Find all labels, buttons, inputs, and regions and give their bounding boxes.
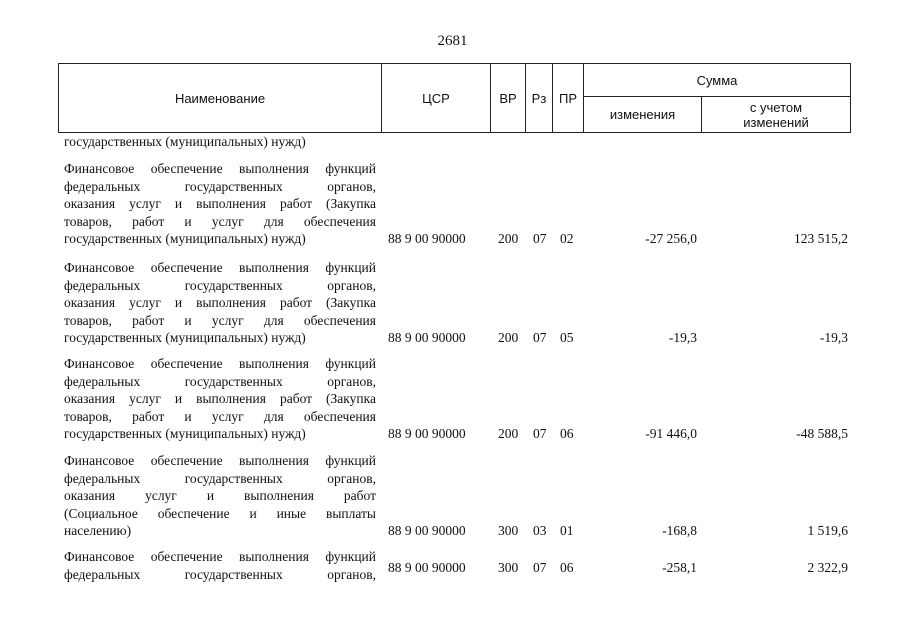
cell-vr: 300: [498, 523, 519, 538]
name-line: Финансовое обеспечение выполнения функций: [64, 453, 376, 468]
name-line: (Социальное обеспечение и иные выплаты: [64, 505, 376, 521]
cell-change: -168,8: [662, 523, 697, 538]
header-csr: ЦСР: [381, 63, 491, 133]
header-with-change-line-2: изменений: [743, 114, 809, 130]
name-line: товаров, работ и услуг для обеспечения: [64, 312, 376, 328]
cell-change: -19,3: [668, 330, 697, 345]
header-name: Наименование: [58, 63, 382, 133]
cell-total: -19,3: [819, 330, 848, 345]
cell-vr: 200: [498, 231, 519, 246]
name-line: оказания услуг и выполнения работ (Закупка: [64, 295, 376, 310]
cell-change: -27 256,0: [645, 231, 697, 246]
table-header: [58, 63, 851, 133]
cell-csr: 88 9 00 90000: [388, 231, 466, 246]
cell-csr: 88 9 00 90000: [388, 560, 466, 575]
cell-change: -91 446,0: [645, 426, 697, 441]
name-line: федеральных государственных органов,: [64, 470, 376, 486]
name-line: федеральных государственных органов,: [64, 277, 376, 293]
header-with-change: [701, 96, 851, 133]
cell-pr: 06: [560, 426, 574, 441]
header-pr: ПР: [552, 63, 584, 133]
cell-vr: 200: [498, 426, 519, 441]
cell-pr: 05: [560, 330, 574, 345]
name-line: государственных (муниципальных) нужд): [64, 231, 306, 246]
row-name: [64, 259, 376, 347]
row-name: [64, 548, 376, 583]
name-line: федеральных государственных органов,: [64, 373, 376, 389]
cell-total: 2 322,9: [807, 560, 848, 575]
header-with-change-line-1: с учетом: [749, 99, 803, 115]
page-number: 2681: [437, 33, 468, 49]
header-rz: Рз: [525, 63, 553, 133]
name-line: оказания услуг и выполнения работ (Закупка: [64, 196, 376, 211]
cell-csr: 88 9 00 90000: [388, 330, 466, 345]
name-line: Финансовое обеспечение выполнения функций: [64, 549, 376, 564]
name-line: Финансовое обеспечение выполнения функций: [64, 161, 376, 176]
name-line: Финансовое обеспечение выполнения функций: [64, 356, 376, 371]
cell-rz: 07: [533, 426, 547, 441]
name-line: оказания услуг и выполнения работ: [64, 488, 376, 503]
cell-vr: 200: [498, 330, 519, 345]
cell-vr: 300: [498, 560, 519, 575]
row-name: [64, 452, 376, 540]
continuation-text: государственных (муниципальных) нужд): [64, 134, 306, 149]
name-line: государственных (муниципальных) нужд): [64, 426, 306, 441]
name-line: федеральных государственных органов,: [64, 178, 376, 194]
name-line: оказания услуг и выполнения работ (Закупка: [64, 391, 376, 406]
cell-rz: 07: [533, 560, 547, 575]
cell-csr: 88 9 00 90000: [388, 523, 466, 538]
cell-pr: 01: [560, 523, 574, 538]
name-line: государственных (муниципальных) нужд): [64, 330, 306, 345]
cell-csr: 88 9 00 90000: [388, 426, 466, 441]
name-line: населению): [64, 523, 132, 538]
name-line: товаров, работ и услуг для обеспечения: [64, 408, 376, 424]
cell-total: 1 519,6: [807, 523, 848, 538]
cell-pr: 02: [560, 231, 574, 246]
cell-rz: 07: [533, 231, 547, 246]
cell-rz: 03: [533, 523, 547, 538]
row-name: [64, 160, 376, 248]
cell-total: 123 515,2: [794, 231, 848, 246]
cell-total: -48 588,5: [796, 426, 848, 441]
cell-change: -258,1: [662, 560, 697, 575]
header-change: изменения: [583, 96, 702, 133]
name-line: товаров, работ и услуг для обеспечения: [64, 213, 376, 229]
header-vr: ВР: [490, 63, 526, 133]
cell-rz: 07: [533, 330, 547, 345]
name-line: федеральных государственных органов,: [64, 566, 376, 582]
name-line: Финансовое обеспечение выполнения функций: [64, 260, 376, 275]
header-sum: Сумма: [583, 63, 851, 97]
row-name: [64, 355, 376, 443]
cell-pr: 06: [560, 560, 574, 575]
